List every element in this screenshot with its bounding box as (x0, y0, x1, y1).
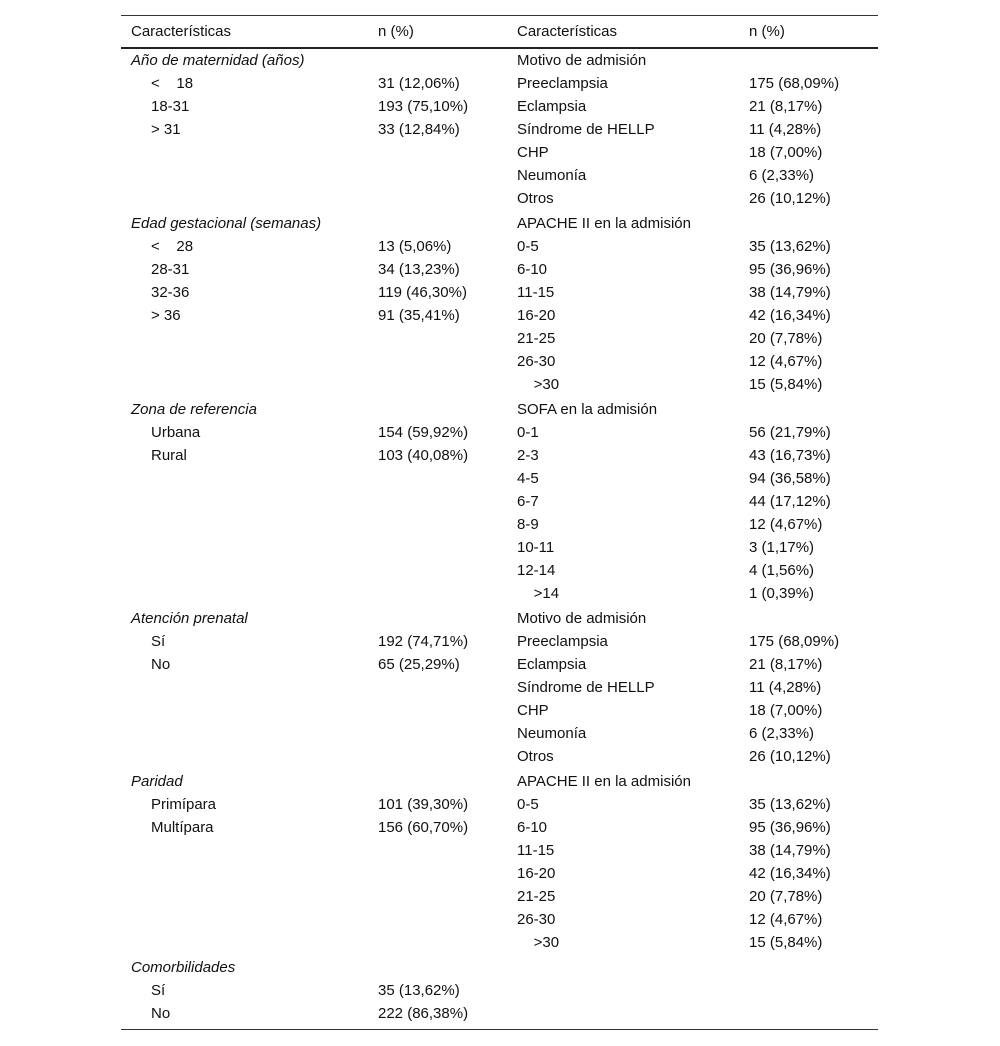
value-right-cell (739, 770, 878, 793)
value-right-cell: 4 (1,56%) (749, 562, 815, 579)
table-row (121, 118, 878, 141)
value-left-cell (368, 956, 507, 979)
value-left-cell (368, 676, 507, 699)
characteristic-left-cell: 28-31 (151, 261, 190, 278)
characteristic-left-cell (121, 885, 368, 908)
characteristic-right-cell: 11-15 (517, 284, 555, 301)
characteristic-left-cell (121, 839, 368, 862)
value-right-cell: 20 (7,78%) (749, 330, 823, 347)
table-row (121, 467, 878, 490)
value-left-cell: 156 (60,70%) (378, 819, 469, 836)
characteristic-right-cell: APACHE II en la admisión (517, 215, 691, 232)
value-right-cell: 21 (8,17%) (749, 656, 823, 673)
characteristic-left-cell (121, 187, 368, 210)
value-right-cell (739, 48, 878, 72)
characteristic-left-cell (121, 513, 368, 536)
value-right-cell: 175 (68,09%) (749, 633, 840, 650)
characteristic-right-cell: Preeclampsia (517, 633, 608, 650)
characteristics-table (121, 15, 878, 1030)
value-left-cell (368, 350, 507, 373)
characteristic-left-cell: Multípara (151, 819, 214, 836)
value-left-cell (368, 770, 507, 793)
value-left-cell: 33 (12,84%) (378, 121, 460, 138)
value-left-cell: 222 (86,38%) (368, 1002, 507, 1030)
characteristic-left-cell: Urbana (151, 424, 201, 441)
value-left-cell (368, 885, 507, 908)
characteristic-left-cell: Rural (151, 447, 187, 464)
table-row (121, 607, 878, 630)
value-right-cell: 18 (7,00%) (749, 702, 823, 719)
characteristic-left-cell: > 36 (151, 307, 181, 324)
value-right-cell (739, 607, 878, 630)
characteristic-left-cell (121, 676, 368, 699)
header-characteristics-right: Características (507, 16, 739, 49)
table-row (121, 187, 878, 210)
value-right-cell: 15 (5,84%) (749, 934, 823, 951)
value-right-cell (739, 956, 878, 979)
table-row (121, 699, 878, 722)
value-left-cell (368, 373, 507, 396)
characteristic-right-cell: Neumonía (517, 167, 587, 184)
table-row (121, 676, 878, 699)
table-row (121, 862, 878, 885)
characteristic-left-cell: Paridad (131, 773, 183, 790)
table-row (121, 839, 878, 862)
characteristic-right-cell: 4-5 (517, 470, 539, 487)
table-row (121, 745, 878, 768)
header-row (121, 16, 878, 49)
characteristic-right-cell: CHP (517, 702, 549, 719)
table-row (121, 421, 878, 444)
table-row (121, 304, 878, 327)
value-left-cell: 91 (35,41%) (378, 307, 460, 324)
characteristic-left-cell (121, 350, 368, 373)
characteristic-left-cell: < 18 (151, 75, 194, 92)
value-left-cell: 65 (25,29%) (378, 656, 460, 673)
value-right-cell (739, 398, 878, 421)
characteristic-left-cell: No (151, 656, 171, 673)
value-right-cell: 6 (2,33%) (749, 725, 815, 742)
characteristic-left-cell: Comorbilidades (131, 959, 236, 976)
characteristic-right-cell: 2-3 (517, 447, 539, 464)
table-row (121, 72, 878, 95)
characteristic-right-cell: Neumonía (517, 725, 587, 742)
value-right-cell: 12 (4,67%) (749, 516, 823, 533)
value-left-cell (368, 536, 507, 559)
value-left-cell (368, 582, 507, 605)
characteristic-right-cell (507, 1002, 739, 1030)
value-right-cell: 43 (16,73%) (749, 447, 831, 464)
value-left-cell (368, 141, 507, 164)
characteristic-left-cell (121, 536, 368, 559)
characteristic-right-cell: SOFA en la admisión (517, 401, 658, 418)
table-row (121, 1002, 878, 1030)
value-right-cell: 35 (13,62%) (749, 238, 831, 255)
value-right-cell: 26 (10,12%) (749, 190, 831, 207)
table-row (121, 722, 878, 745)
value-right-cell: 12 (4,67%) (749, 353, 823, 370)
value-left-cell: 119 (46,30%) (378, 284, 467, 301)
table-row (121, 630, 878, 653)
characteristic-right-cell: Síndrome de HELLP (517, 121, 655, 138)
table-row (121, 979, 878, 1002)
characteristic-left-cell: Edad gestacional (semanas) (131, 215, 322, 232)
table-row (121, 513, 878, 536)
characteristic-right-cell: 21-25 (517, 888, 556, 905)
table-row (121, 258, 878, 281)
characteristic-right-cell: 0-1 (517, 424, 539, 441)
value-left-cell (368, 862, 507, 885)
value-left-cell (368, 48, 507, 72)
characteristic-left-cell (121, 559, 368, 582)
value-right-cell: 26 (10,12%) (749, 748, 831, 765)
table-row (121, 653, 878, 676)
characteristic-right-cell: Motivo de admisión (517, 610, 647, 627)
characteristic-right-cell: >14 (517, 585, 560, 602)
value-left-cell (368, 722, 507, 745)
table-row (121, 373, 878, 396)
value-right-cell: 175 (68,09%) (749, 75, 840, 92)
characteristic-right-cell: APACHE II en la admisión (517, 773, 691, 790)
value-right-cell: 1 (0,39%) (749, 585, 815, 602)
value-right-cell (739, 979, 878, 1002)
value-left-cell (368, 212, 507, 235)
characteristic-right-cell: 0-5 (517, 238, 539, 255)
value-right-cell: 42 (16,34%) (749, 865, 831, 882)
value-left-cell: 34 (13,23%) (378, 261, 460, 278)
value-left-cell (368, 490, 507, 513)
value-left-cell: 192 (74,71%) (378, 633, 469, 650)
value-left-cell (368, 607, 507, 630)
table-row (121, 490, 878, 513)
value-left-cell (368, 327, 507, 350)
value-right-cell: 95 (36,96%) (749, 819, 831, 836)
value-right-cell: 11 (4,28%) (749, 679, 822, 696)
value-left-cell (368, 931, 507, 954)
value-left-cell: 13 (5,06%) (378, 238, 452, 255)
characteristic-left-cell (121, 373, 368, 396)
value-left-cell: 193 (75,10%) (378, 98, 469, 115)
table-row (121, 582, 878, 605)
characteristic-right-cell: 8-9 (517, 516, 539, 533)
characteristic-right-cell: Preeclampsia (517, 75, 608, 92)
characteristic-left-cell (121, 141, 368, 164)
value-right-cell: 20 (7,78%) (749, 888, 823, 905)
table-row (121, 164, 878, 187)
characteristic-left-cell: Zona de referencia (131, 401, 257, 418)
table-row (121, 816, 878, 839)
characteristic-left-cell: Sí (151, 982, 166, 999)
characteristic-right-cell: CHP (517, 144, 549, 161)
characteristic-left-cell (121, 699, 368, 722)
characteristic-right-cell: Síndrome de HELLP (517, 679, 655, 696)
value-right-cell: 3 (1,17%) (749, 539, 815, 556)
value-right-cell: 38 (14,79%) (749, 284, 831, 301)
table-row (121, 444, 878, 467)
characteristic-left-cell: Año de maternidad (años) (131, 52, 305, 69)
characteristic-right-cell (507, 956, 739, 979)
header-n-percent-left: n (%) (368, 16, 507, 49)
characteristic-right-cell: 26-30 (517, 353, 556, 370)
value-right-cell: 94 (36,58%) (749, 470, 831, 487)
characteristic-right-cell: 26-30 (517, 911, 556, 928)
value-right-cell: 11 (4,28%) (749, 121, 822, 138)
characteristic-left-cell: > 31 (151, 121, 181, 138)
value-left-cell (368, 559, 507, 582)
value-right-cell: 18 (7,00%) (749, 144, 823, 161)
characteristic-left-cell (121, 490, 368, 513)
header-n-percent-right: n (%) (739, 16, 878, 49)
characteristic-right-cell: Eclampsia (517, 656, 587, 673)
value-left-cell (368, 699, 507, 722)
characteristic-left-cell (121, 931, 368, 954)
table-row (121, 235, 878, 258)
characteristic-right-cell: Otros (517, 190, 554, 207)
characteristic-right-cell: >30 (517, 934, 560, 951)
value-left-cell (368, 398, 507, 421)
value-right-cell: 38 (14,79%) (749, 842, 831, 859)
characteristic-left-cell (121, 467, 368, 490)
value-left-cell: 154 (59,92%) (378, 424, 469, 441)
table-row (121, 885, 878, 908)
value-left-cell: 31 (12,06%) (378, 75, 460, 92)
value-left-cell (368, 513, 507, 536)
value-right-cell: 35 (13,62%) (749, 796, 831, 813)
table-row (121, 281, 878, 304)
table-row (121, 95, 878, 118)
table-row (121, 212, 878, 235)
value-right-cell: 12 (4,67%) (749, 911, 823, 928)
characteristic-right-cell: 11-15 (517, 842, 555, 859)
characteristic-right-cell: 0-5 (517, 796, 539, 813)
table-row (121, 931, 878, 954)
characteristic-right-cell: Otros (517, 748, 554, 765)
characteristic-right-cell: 21-25 (517, 330, 556, 347)
table-row (121, 350, 878, 373)
value-right-cell (739, 1002, 878, 1030)
characteristic-left-cell (121, 164, 368, 187)
value-right-cell: 56 (21,79%) (749, 424, 831, 441)
characteristic-left-cell (121, 582, 368, 605)
table-row (121, 908, 878, 931)
characteristic-left-cell: 18-31 (151, 98, 190, 115)
value-left-cell (368, 908, 507, 931)
characteristic-left-cell: Atención prenatal (131, 610, 248, 627)
value-left-cell (368, 164, 507, 187)
characteristic-right-cell: 6-7 (517, 493, 539, 510)
characteristic-right-cell (507, 979, 739, 1002)
characteristic-left-cell (121, 745, 368, 768)
table-row (121, 956, 878, 979)
characteristic-right-cell: 12-14 (517, 562, 556, 579)
characteristic-right-cell: 6-10 (517, 819, 548, 836)
value-right-cell: 21 (8,17%) (749, 98, 823, 115)
characteristic-left-cell: No (121, 1002, 368, 1030)
value-left-cell (368, 839, 507, 862)
characteristic-right-cell: Motivo de admisión (517, 52, 647, 69)
characteristic-right-cell: 16-20 (517, 307, 556, 324)
table-row (121, 398, 878, 421)
characteristic-left-cell (121, 722, 368, 745)
characteristic-left-cell (121, 862, 368, 885)
value-left-cell (368, 467, 507, 490)
characteristic-right-cell: >30 (517, 376, 560, 393)
characteristic-left-cell: Primípara (151, 796, 217, 813)
value-right-cell: 95 (36,96%) (749, 261, 831, 278)
value-left-cell: 103 (40,08%) (378, 447, 469, 464)
value-right-cell: 44 (17,12%) (749, 493, 831, 510)
characteristic-left-cell (121, 908, 368, 931)
characteristic-right-cell: Eclampsia (517, 98, 587, 115)
characteristic-right-cell: 10-11 (517, 539, 555, 556)
value-left-cell: 35 (13,62%) (378, 982, 460, 999)
header-characteristics-left: Características (121, 16, 368, 49)
characteristic-left-cell: < 28 (151, 238, 194, 255)
value-left-cell (368, 187, 507, 210)
value-right-cell: 6 (2,33%) (749, 167, 815, 184)
characteristic-left-cell (121, 327, 368, 350)
table-row (121, 141, 878, 164)
value-left-cell: 101 (39,30%) (378, 796, 469, 813)
table-row (121, 536, 878, 559)
value-right-cell (739, 212, 878, 235)
characteristic-left-cell: 32-36 (151, 284, 190, 301)
value-left-cell (368, 745, 507, 768)
table-row (121, 559, 878, 582)
table-row (121, 793, 878, 816)
table-row (121, 327, 878, 350)
characteristic-right-cell: 16-20 (517, 865, 556, 882)
value-right-cell: 42 (16,34%) (749, 307, 831, 324)
characteristic-left-cell: Sí (151, 633, 166, 650)
value-right-cell: 15 (5,84%) (749, 376, 823, 393)
table-row (121, 48, 878, 72)
characteristic-right-cell: 6-10 (517, 261, 548, 278)
table-row (121, 770, 878, 793)
